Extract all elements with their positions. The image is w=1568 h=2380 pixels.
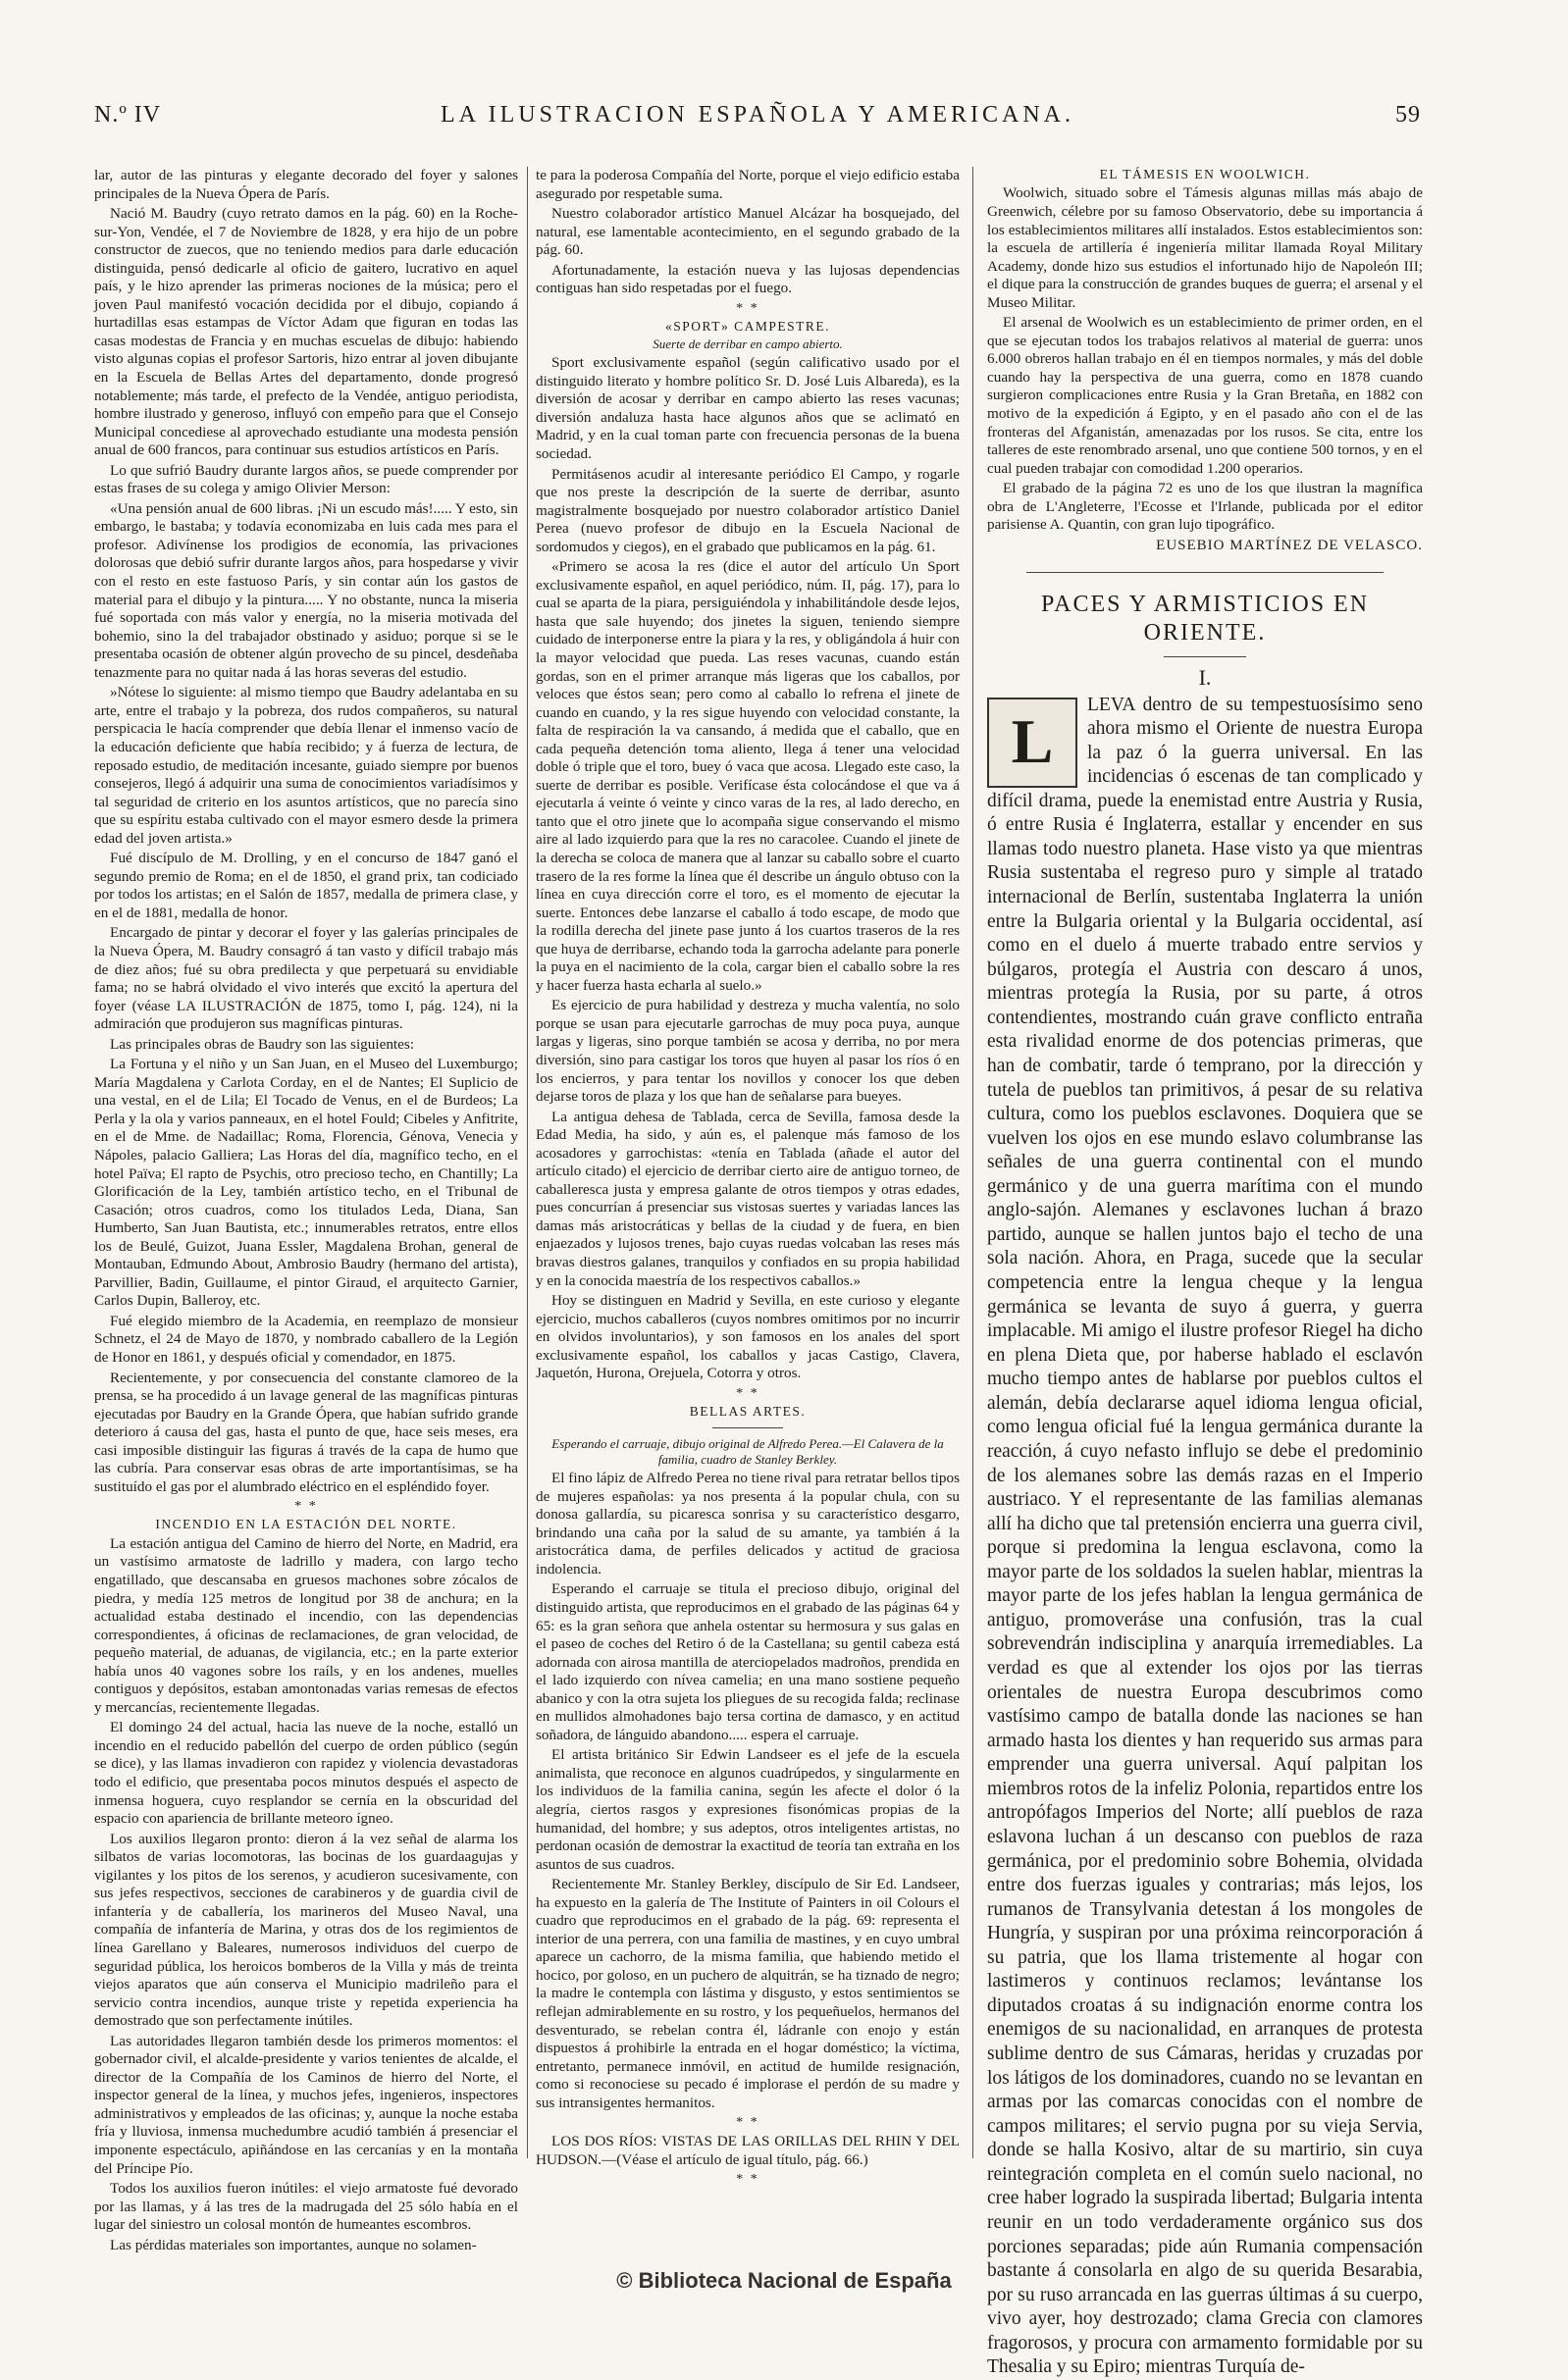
paragraph: Encargado de pintar y decorar el foyer y las galerías principales de la Nueva Ópera, M. Baudry consagró á tan vasto y difícil trabajo más de diez años; fué su obra predilecta y que perpetuará su envidiable fama; no se habrá olvidado el vivo interés que excitó la apertura del foyer (véase LA ILUSTRACIÓN de 1875, tomo I, pág. 124), ni la admiración que produjeron sus magníficas pinturas. — [94, 924, 518, 1033]
paragraph: Lo que sufrió Baudry durante largos años, se puede comprender por estas frases de su colega y amigo Olivier Merson: — [94, 461, 518, 497]
paragraph: Fué elegido miembro de la Academia, en reemplazo de monsieur Schnetz, el 24 de Mayo de 1870, y nombrado caballero de la Legión de Honor en 1861, y después oficial y comendador, en 1875. — [94, 1312, 518, 1366]
divider — [1164, 656, 1246, 657]
column-divider — [527, 167, 528, 2158]
section-title-sport: «SPORT» CAMPESTRE. — [665, 318, 830, 334]
column-divider — [972, 167, 973, 2158]
page-number: 59 — [1395, 102, 1421, 128]
paragraph: Afortunadamente, la estación nueva y las lujosas dependencias contiguas han sido respetadas por el fuego. — [536, 261, 960, 297]
paragraph: El domingo 24 del actual, hacia las nueve de la noche, estalló un incendio en el reducido pabellón del cuerpo de orden público (según se dice), y las llamas invadieron con rapidez y violencia devastadoras todo el edificio, que presentaba pocos minutos después el aspecto de inmensa hoguera, cuyo resplandor se cernía en la obscuridad del espacio con apariencia de brillante meteoro ígneo. — [94, 1719, 518, 1828]
section-title-incendio: INCENDIO EN LA ESTACIÓN DEL NORTE. — [155, 1517, 457, 1532]
ornament: * * — [736, 2172, 759, 2188]
ornament: * * — [294, 1499, 318, 1515]
paragraph: El arsenal de Woolwich es un establecimiento de primer orden, en el que se ejecutan todos los trabajos relativos al material de guerra: unos 6.000 obreros hallan trabajo en él en tiempos normales, y más del doble cuando hay la perspectiva de una guerra, como en 1878 cuando surgieron complicaciones entre Rusia y la Gran Bretaña, en 1882 con motivo de la expedición á Egipto, y en el pasado año con el de las fronteras del Afganistán, amenazadas por los rusos. Se cita, entre los talleres de este renombrado arsenal, uno que contiene 500 tornos, y en el cual pueden trabajar con comodidad 1.200 operarios. — [987, 314, 1423, 477]
paragraph: Nuestro colaborador artístico Manuel Alcázar ha bosquejado, del natural, ese lamentable acontecimiento, en el segundo grabado de la pág. 60. — [536, 205, 960, 259]
page-header — [94, 102, 1421, 137]
paragraph: Nació M. Baudry (cuyo retrato damos en la pág. 60) en la Roche-sur-Yon, Vendée, el 7 de Noviembre de 1828, y era hijo de un pobre constructor de zuecos, que no teniendo medios para darle educación distinguida, pensó dedicarle al oficio de gaitero, lucrativo en aquel país, y le hizo aprender las primeras nociones de la música; pero el joven Paul manifestó vocación decidida por el dibujo, copiando á hurtadillas esas estampas de Víctor Adam que figuran en todas las casas modestas de Francia y en muchas escuelas de dibujo: habiendo visto algunas copias el profesor Sartoris, hizo entrar al joven dibujante en la Escuela de Bellas Artes del departamento, donde progresó notablemente; más tarde, el prefecto de la Vendée, antiguo periodista, hombre ilustrado y generoso, influyó con empeño para que el Consejo Municipal concediese al aprovechado estudiante una modesta pensión anual de 600 francos, para continuar sus estudios artísticos en París. — [94, 205, 518, 459]
paragraph: «Una pensión anual de 600 libras. ¡Ni un escudo más!..... Y esto, sin embargo, le bastaba; y todavía economizaba en luis cada mes para el profesor. Adivínense los prodigios de economía, las privaciones dolorosas que debió sufrir durante largos años, para hospedarse y vivir con el resto en este fastuoso París, y sin contar aún los gastos de material para el dibujo y la pintura..... Y no obstante, nunca la miseria fué soportada con más valor y energía, no la miseria motivada del bohemio, sino la del trabajador obstinado y asiduo; porque si se le presentaba ocasión de obtener algún provecho de su pincel, desdeñaba tenazmente para no quitar nada á las horas severas del estudio. — [94, 499, 518, 681]
paragraph: Es ejercicio de pura habilidad y destreza y mucha valentía, no solo porque se usan para ejecutarle garrochas de muy poca puya, aunque largas y ligeras, sino porque también se acosa y derriba, no por mera diversión, sino para castigar los toros que huyen al pasar los ríos ó en los encierros, y para tentar los novillos y conocer los que deben dejarse toros de plaza y los que han de señalarse para bueyes. — [536, 997, 960, 1106]
paragraph: La antigua dehesa de Tablada, cerca de Sevilla, famosa desde la Edad Media, ha sido, y aún es, el palenque más famoso de los acosadores y garrochistas: «tenía en Tablada (añade el autor del artículo citado) el ejercicio de derribar cierto aire de antiguo torneo, de caballeresca justa y empresa galante de otros tiempos y otras edades, pues concurrían á presenciar sus vistosas suertes y variadas lances las damas más aristocráticas y bellas de la ciudad y de fuera, en bien enjaezados y lujosos trenes, bajo cuyas ruedas volcaban las reses más bravas diestros galanes, tranquilos y confiados en su propia habilidad y en la conocida maestría de los respectivos caballos.» — [536, 1108, 960, 1289]
paragraph: Las principales obras de Baudry son las siguientes: — [110, 1035, 415, 1053]
paragraph: »Nótese lo siguiente: al mismo tiempo que Baudry adelantaba en su arte, entre el trabajo y la pobreza, dos rudos compañeros, su natural perspicacia le hacía comprender que debía llenar el inmenso vacío de la educación deficiente que había recibido; y á fuerza de lectura, de reposado estudio, de meditación incesante, guiado siempre por buenos consejeros, llegó á adquirir una suma de conocimientos variadísimos y tal seguridad de criterio en los asuntos artísticos, que no parecía sino que su espíritu estaba cultivado con el mayor esmero desde la primera edad del joven artista.» — [94, 684, 518, 847]
paragraph: LOS DOS RÍOS: VISTAS DE LAS ORILLAS DEL RHIN Y DEL HUDSON.—(Véase el artículo de igual título, pág. 66.) — [536, 2133, 960, 2168]
publication-title: LA ILUSTRACION ESPAÑOLA Y AMERICANA. — [440, 102, 1075, 128]
paragraph: te para la poderosa Compañía del Norte, porque el viejo edificio estaba asegurado por respetable suma. — [536, 167, 960, 202]
paragraph: LEVA dentro de su tempestuosísimo seno ahora mismo el Oriente de nuestra Europa la paz ó la guerra universal. En las incidencias ó escenas de tan complicado y difícil drama, puede la enemistad entre Austria y Rusia, ó entre Rusia é Inglaterra, estallar y encender en sus llamas todo nuestro planeta. Hase visto ya que mientras Rusia sustentaba el regreso puro y simple al tratado internacional de Berlín, sustentaba Inglaterra la unión entre la Bulgaria oriental y la Bulgaria occidental, así como en el duelo á muerte trabado entre servios y búlgaros, protegía el Austria con descaro á unos, mientras protegía la Rusia, por su parte, á otros contendientes, mostrando cuán grave conflicto entraña esta rivalidad enorme de dos potencias primeras, que han de combatir, tarde ó temprano, por la dirección y tutela de pueblos tan primitivos, á pesar de su relativa cultura, como los pueblos esclavones. Doquiera que se vuelven los ojos en ese mundo eslavo columbranse las señales de una guerra continental con el mundo germánico y de una guerra marítima con el mundo anglo-sajón. Alemanes y esclavones luchan á brazo partido, aunque se hallen juntos bajo el techo de una sola nación. Ahora, en Praga, sucede que la secular competencia entre la lengua cheque y la lengua germánica se levanta de suyo á guerra, y guerra implacable. Mi amigo el ilustre profesor Riegel ha dicho en plena Dieta que, por haberse hablado el esclavón mucho tiempo antes de hablarse por pueblos cultos el alemán, debía declararse aquel idioma lengua oficial, como lengua oficial fué la lengua germánica durante la reacción, á cuyo nefasto influjo se debe el predominio de los alemanes sobre las demás razas en el Imperio austriaco. Y el representante de las familias alemanas allí ha dicho que tal pretensión encierra una guerra civil, porque si predomina la lengua esclavona, como la mayor parte de los soldados la suelen hablar, mientras la mayor parte de los jefes hablan la lengua germánica de antiguo, promoveráse una confusión, tras la cual sobrevendrán indisciplina y anarquía irremediables. La verdad es que al extender los ojos por las tierras orientales de nuestra Europa descubrimos como vastísimo campo de batalla donde las naciones se han armado hasta los dientes y han requerido sus armas para emprender una guerra universal. Aquí palpitan los miembros rotos de la infeliz Polonia, repartidos entre los antropófagos Imperios del Norte; allí pueblos de raza eslavona luchan á un descanso con pueblos de raza germánica, por el predominio sobre Bohemia, olvidada entre dos fuerzas iguales y contrarias; más lejos, los rumanos de Transylvania detestan á los mongoles de Hungría, y suspiran por una próxima reincorporación á su patria, que los llama tristemente al hogar con lastimeros y continuos reclamos; levántanse los diputados croatas á su indignación enorme contra los enemigos de su nacionalidad, en arranques de protesta sublime dentro de sus Cámaras, heridas y cruzadas por los látigos de los dominadores, cuando no se levantan en armas por las comarcas conocidas con el nombre de campos militares; el servio pugna por su vieja Servia, donde se halla Kosivo, altar de su martirio, sin cuya reintegración completa en el común suelo nacional, no cree haber logrado la suspirada libertad; Bulgaria intenta reunir en un todo verdaderamente orgánico sus dos porciones separadas; pide aún Rumania compensación bastante á consolarla en algo de su querida Besarabia, por su ruso arrancada en las guerras últimas á su cuerpo, vivo ayer, hoy destrozado; clama Grecia con clamores fragorosos, y procura con armamento formidable por su Thesalia y su Epiro; mientras Turquía de- — [987, 694, 1423, 2378]
issue-number: N.º IV — [94, 102, 162, 128]
ornament: * * — [736, 300, 759, 316]
paragraph: El fino lápiz de Alfredo Perea no tiene rival para retratar bellos tipos de mujeres españolas: ya nos presenta á la popular chula, con su donosa gallardía, su picaresca sonrisa y su característico desgarro, brindando una caña por la salud de su amante, ya también á la aristocrática dama, de perfiles delicados y actitud de graciosa indolencia. — [536, 1470, 960, 1578]
paragraph: Hoy se distinguen en Madrid y Sevilla, en este curioso y elegante ejercicio, muchos caballeros (cuyos nombres omitimos por no incurrir en olvidos involuntarios), y son famosos en los anales del sport exclusivamente español, los caballos y jacas Castigo, Clavera, Jaquetón, Hurona, Orejuela, Cotorra y otros. — [536, 1292, 960, 1382]
paragraph: Recientemente, y por consecuencia del constante clamoreo de la prensa, se ha procedido á un lavage general de las magníficas pinturas ejecutadas por Baudry en la Grande Ópera, que habían sufrido grande deterioro á causa del gas, hasta el punto de que, hace seis meses, era casi imposible distinguir las figuras á través de la capa de humo que las cubría. Para conservar esas obras de arte importantísimas, se ha sustituído el gas por el alumbrado eléctrico en el espléndido foyer. — [94, 1369, 518, 1495]
paragraph: Esperando el carruaje se titula el precioso dibujo, original del distinguido artista, que reproducimos en el grabado de las páginas 64 y 65: es la gran señora que anhela ostentar su hermosura y sus galas en el paseo de coches del Retiro ó de la Castellana; su gentil cabeza está adornada con airosa mantilla de aterciopelados madroños, prendida en el lado izquierdo con nívea camelia; en una mano sostiene pequeño abanico y con la otra sujeta los pliegues de su recogida falda; reclinase en mullidos almohadones bajo tersa cortina de damasco, y en actitud soñadora, de lánguido abandono..... espera el carruaje. — [536, 1580, 960, 1743]
author-signature: EUSEBIO MARTÍNEZ DE VELASCO. — [1156, 537, 1423, 553]
column-3 — [987, 167, 1423, 2378]
paragraph: Sport exclusivamente español (según calificativo usado por el distinguido literato y hombre político Sr. D. José Luis Albareda), es la diversión de acosar y derribar en campo abierto las reses vacunas; diversión andaluza hasta hace algunos años que se aclimató en Madrid, y en la cual toman parte con frecuencia personas de la buena sociedad. — [536, 354, 960, 462]
section-title-tamesis: EL TÁMESIS EN WOOLWICH. — [1099, 167, 1311, 181]
ornament: * * — [736, 1385, 759, 1401]
ornament: * * — [736, 2115, 759, 2131]
divider — [712, 1427, 783, 1428]
section-title-bellas-artes: BELLAS ARTES. — [689, 1403, 807, 1419]
footer-copyright: © Biblioteca Nacional de España — [616, 2268, 952, 2293]
paragraph: Las autoridades llegaron también desde los primeros momentos: el gobernador civil, el alcalde-presidente y varios tenientes de alcalde, el director de la Compañía de los Caminos de hierro del Norte, el inspector general de la línea, y muchos jefes, ingenieros, inspectores administrativos y empleados de las oficinas; y, aunque la noche estaba fría y lluviosa, inmensa muchedumbre acudió también á presenciar el imponente espectáculo, apiñándose en las cercanías y en la montaña del Príncipe Pío. — [94, 2032, 518, 2177]
paragraph: Permitásenos acudir al interesante periódico El Campo, y rogarle que nos preste la descripción de la suerte de derribar, asunto magistralmente bosquejado por nuestro colaborador artístico Daniel Perea (nuevo profesor de dibujo en la Escuela Nacional de sordomudos y ciegos), en el grabado que publicamos en la pág. 61. — [536, 465, 960, 555]
divider — [1026, 572, 1384, 573]
column-1 — [94, 167, 518, 2253]
section-subtitle: Esperando el carruaje, dibujo original de Alfredo Perea.—El Calavera de la familia, cuadro de Stanley Berkley. — [551, 1436, 944, 1468]
chapter-number: I. — [1198, 664, 1212, 690]
section-subtitle: Suerte de derribar en campo abierto. — [653, 336, 843, 352]
paragraph: Fué discípulo de M. Drolling, y en el concurso de 1847 ganó el segundo premio de Roma; en el de 1850, el grand prix, tan codiciado por todos los artistas; en el Salón de 1857, medalla de primera clase, y en el de 1881, medalla de honor. — [94, 850, 518, 921]
paragraph: La estación antigua del Camino de hierro del Norte, en Madrid, era un vastísimo armatoste de ladrillo y madera, con largo techo engatillado, que descansaba en gruesos machones sobre zócalos de piedra, y medía 125 metros de longitud por 38 de anchura; en la actualidad estaba destinado el incendio, con las dependencias correspondientes, á oficinas de reclamaciones, de gran velocidad, de pequeño material, de aduanas, de vigilancia, etc.; en la parte exterior había unos 40 vagones sobre los raíls, y en los andenes, muelles contiguos y depósitos, estaban amontonadas varias remesas de efectos y mercancías, recientemente llegadas. — [94, 1534, 518, 1716]
paragraph: Los auxilios llegaron pronto: dieron á la vez señal de alarma los silbatos de varias locomotoras, las bocinas de los guardaagujas y vigilantes y los pitos de los serenos, y acudieron sucesivamente, con sus jefes respectivos, secciones de carabineros y de guardia civil de infantería y de caballería, los marineros del Museo Naval, una compañía de infantería de Marina, y otras dos de los regimientos de línea Garellano y Baleares, numerosos individuos del cuerpo de seguridad pública, los heroicos bomberos de la Villa y más de treinta viejos aparatos que aún conserva el Municipio madrileño para el servicio contra incendios, aunque triste y repetida experiencia ha demostrado que son perfectamente inútiles. — [94, 1830, 518, 2030]
article-body — [987, 694, 1423, 2380]
paragraph: El grabado de la página 72 es uno de los que ilustran la magnífica obra de L'Angleterre, l'Ecosse et l'Irlande, publicada por el editor parisiense A. Quantin, con gran lujo tipográfico. — [987, 480, 1423, 534]
column-2 — [536, 167, 960, 2188]
paragraph: La Fortuna y el niño y un San Juan, en el Museo del Luxemburgo; María Magdalena y Carlota Corday, en el de Nantes; El Suplicio de una vestal, en el de Lila; El Tocado de Venus, en el de Burdeos; La Perla y la ola y varios panneaux, en el hotel Fould; Cibeles y Anfitrite, en el de Mme. de Nadaillac; Roma, Florencia, Génova, Venecia y Nápoles, palacio Galliera; Las Horas del día, magnífico techo, en el hotel Païva; El rapto de Psychis, otro precioso techo, en Chantilly; La Glorificación de la Ley, también artístico techo, en el Tribunal de Casación; otros cuadros, como los titulados Leda, Diana, San Humberto, San Juan Bautista, etc.; innumerables retratos, entre ellos los de Beulé, Guizot, Juana Essler, Magdalena Brohan, general de Montauban, Edmundo About, Ambrosio Baudry (hermano del artista), Parvillier, Badin, Guillaume, el pintor Giraud, el arquitecto Garnier, Carlos Dupin, Balleroy, etc. — [94, 1056, 518, 1310]
paragraph: Todos los auxilios fueron inútiles: el viejo armatoste fué devorado por las llamas, y á las tres de la madrugada del 25 sólo había en el lugar del siniestro un colosal montón de humeantes escombros. — [94, 2180, 518, 2234]
article-title: PACES Y ARMISTICIOS EN ORIENTE. — [1040, 592, 1370, 647]
paragraph: «Primero se acosa la res (dice el autor del artículo Un Sport exclusivamente español, en aquel periódico, núm. II, pág. 17), para lo cual se aparta de la piara, persiguiéndola y inhabilitándole desde lejos, hasta que sale huyendo; dos jinetes la siguen, teniendo siempre cuidado de interponerse entre la piara y la res, y obligándola á huir con la mayor velocidad que pueda. Las reses vacunas, cuando están gordas, son en el primer arranque más ligeras que los caballos, por veloces que éstos sean; pero como al caballo lo refrena el jinete de cuando en cuando, y la res sigue huyendo con velocidad constante, la falta de respiración la va cansando, á medida que el caballo, que en cada pequeña detención toma aliento, llega á tener una velocidad doble ó triple que el toro, buey ó vaca que acosa. Llegado este caso, la suerte de derribar es posible. Verifícase ésta colocándose el que va á ejecutarla á veinte ó veinte y cinco varas de la res, al lado derecho, en tanto que el otro jinete que lo acompaña sigue conservando el mismo aire al lado izquierdo para que la res no caracolee. Cuando el jinete de la derecha se coloca de manera que al lanzar su caballo sobre el cuarto trasero de la res forme la línea que él describe un ángulo obtuso con la línea en cuya dirección corre el toro, es el momento de ejecutar la suerte. Entonces debe lanzarse el caballo á todo escape, de modo que la rodilla derecha del jinete pase junto á los cuartos traseros de la res que huya de derribarse, echando toda la garrocha adelante para ponerle la puya en el nacimiento de la cola, cargar bien el caballo sobre la res y hacer fuerza hasta echarla al suelo.» — [536, 558, 960, 994]
drop-cap: L — [987, 698, 1077, 788]
paragraph: lar, autor de las pinturas y elegante decorado del foyer y salones principales de la Nueva Ópera de París. — [94, 167, 518, 202]
paragraph: El artista británico Sir Edwin Landseer es el jefe de la escuela animalista, que reconoce en algunos cuadrúpedos, y singularmente en los individuos de la familia canina, según les afecte el dolor ó la alegría, ciertos rasgos y expresiones fisonómicas propias de la humanidad, del hombre; y sus adeptos, otros inteligentes artistas, no perdonan ocasión de demostrar la exactitud de teoría tan extraña en los asuntos de sus cuadros. — [536, 1746, 960, 1873]
paragraph: Las pérdidas materiales son importantes, aunque no solamen- — [110, 2236, 477, 2253]
paragraph: Recientemente Mr. Stanley Berkley, discípulo de Sir Ed. Landseer, ha expuesto en la galería de The Institute of Painters in oil Colours el cuadro que reproducimos en el grabado de la pág. 69: representa el interior de una perrera, con una familia de mastines, y en cuyo umbral aparece un cachorro, de la misma familia, que habiendo metido el hocico, por goloso, en un puchero de alquitrán, se ha tiznado de negro; la madre le contempla con lástima y disgusto, y estos sentimientos se reflejan admirablemente en su rostro, y los pequeñuelos, hermanos del desventurado, se rebelan contra él, ládranle con enojo y están dispuestos á prohibirle la entrada en el hogar doméstico; la víctima, entretanto, permanece inmóvil, en actitud de humilde resignación, como si reconociese su pecado é implorase el perdón de su madre y sus intransigentes hermanitos. — [536, 1876, 960, 2111]
paragraph: Woolwich, situado sobre el Támesis algunas millas más abajo de Greenwich, célebre por su famoso Observatorio, debe su importancia á los establecimientos militares allí instalados. Estos establecimientos son: la escuela de artillería é ingeniería militar llamada Royal Military Academy, donde hizo sus estudios el infortunado hijo de Napoleón III; el dique para la construcción de grandes buques de guerra; el arsenal y el Museo Militar. — [987, 184, 1423, 311]
